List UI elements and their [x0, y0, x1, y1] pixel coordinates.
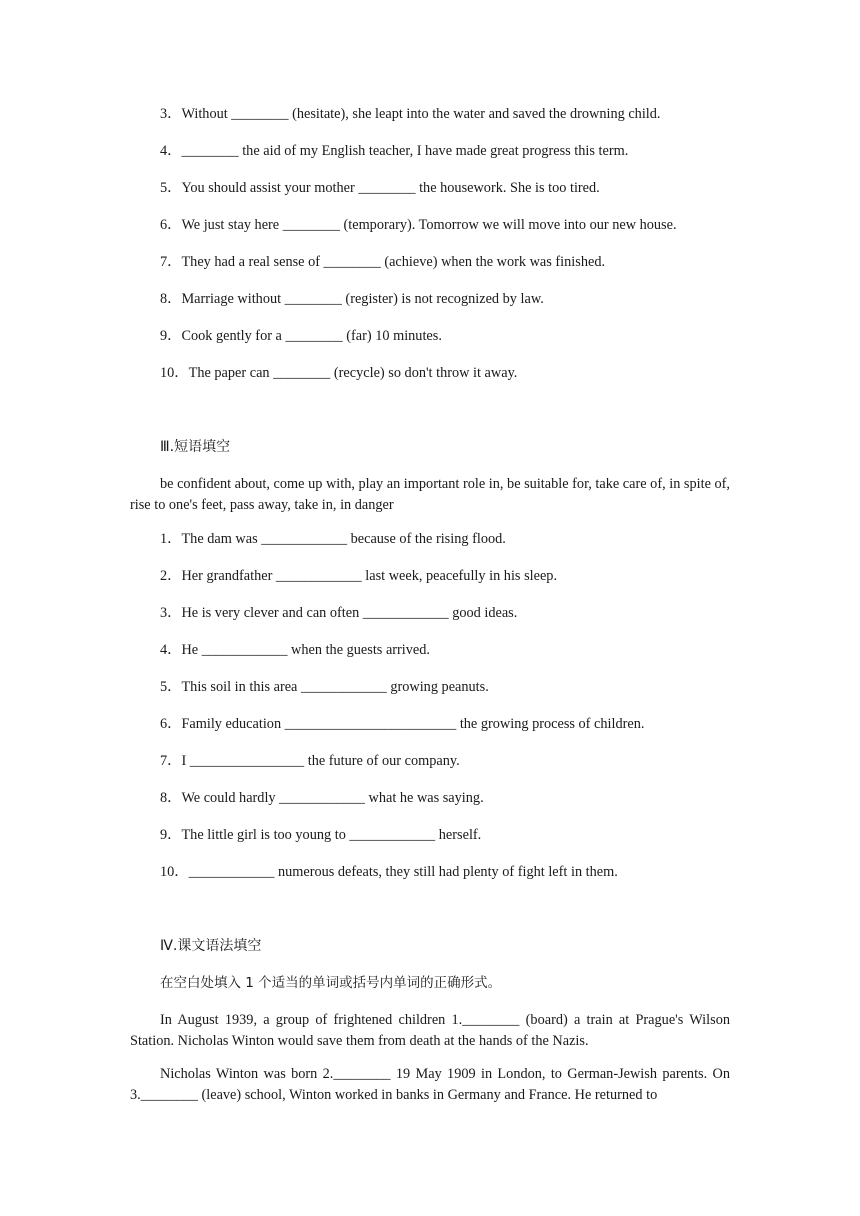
section3-item-10: 10．____________ numerous defeats, they still had plenty of fight left in them. [160, 864, 618, 880]
section2-item-4: 4．________ the aid of my English teacher, I have made great progress this term. [160, 143, 629, 159]
passage-paragraph-1: In August 1939, a group of frightened children 1.________ (board) a train at Prague's Wilson Station. Nicholas Winton would save them from death at the hands of the Nazis. [130, 1012, 730, 1049]
section4-heading: Ⅳ.课文语法填空 [160, 938, 262, 954]
section3-item-9: 9．The little girl is too young to ____________ herself. [160, 827, 482, 843]
section3-item-6: 6．Family education ________________________ the growing process of children. [160, 716, 645, 732]
section3-item-7: 7．I ________________ the future of our company. [160, 753, 460, 769]
section3-heading: Ⅲ.短语填空 [160, 439, 231, 455]
section3-item-1: 1．The dam was ____________ because of the rising flood. [160, 531, 506, 547]
section4-instruction: 在空白处填入 1 个适当的单词或括号内单词的正确形式。 [160, 975, 502, 991]
section2-item-5: 5．You should assist your mother ________ the housework. She is too tired. [160, 180, 600, 196]
section3-item-2: 2．Her grandfather ____________ last week, peacefully in his sleep. [160, 568, 558, 584]
section3-item-5: 5．This soil in this area ____________ growing peanuts. [160, 679, 489, 695]
section3-item-3: 3．He is very clever and can often ____________ good ideas. [160, 605, 518, 621]
section3-item-4: 4．He ____________ when the guests arrived. [160, 642, 431, 658]
section2-item-3: 3．Without ________ (hesitate), she leapt into the water and saved the drowning child. [160, 106, 661, 122]
section2-item-9: 9．Cook gently for a ________ (far) 10 minutes. [160, 328, 442, 344]
passage-paragraph-2: Nicholas Winton was born 2.________ 19 May 1909 in London, to German-Jewish parents. On 3.________ (leave) school, Winton worked in banks in Germany and France. He returned to [130, 1066, 730, 1103]
section2-item-7: 7．They had a real sense of ________ (achieve) when the work was finished. [160, 254, 606, 270]
section3-item-8: 8．We could hardly ____________ what he was saying. [160, 790, 484, 806]
section2-item-10: 10．The paper can ________ (recycle) so don't throw it away. [160, 365, 518, 381]
section2-item-6: 6．We just stay here ________ (temporary). Tomorrow we will move into our new house. [160, 217, 677, 233]
phrase-bank: be confident about, come up with, play an important role in, be suitable for, take care of, in spite of, rise to one's feet, pass away, take in, in danger [130, 476, 730, 513]
section2-item-8: 8．Marriage without ________ (register) is not recognized by law. [160, 291, 544, 307]
